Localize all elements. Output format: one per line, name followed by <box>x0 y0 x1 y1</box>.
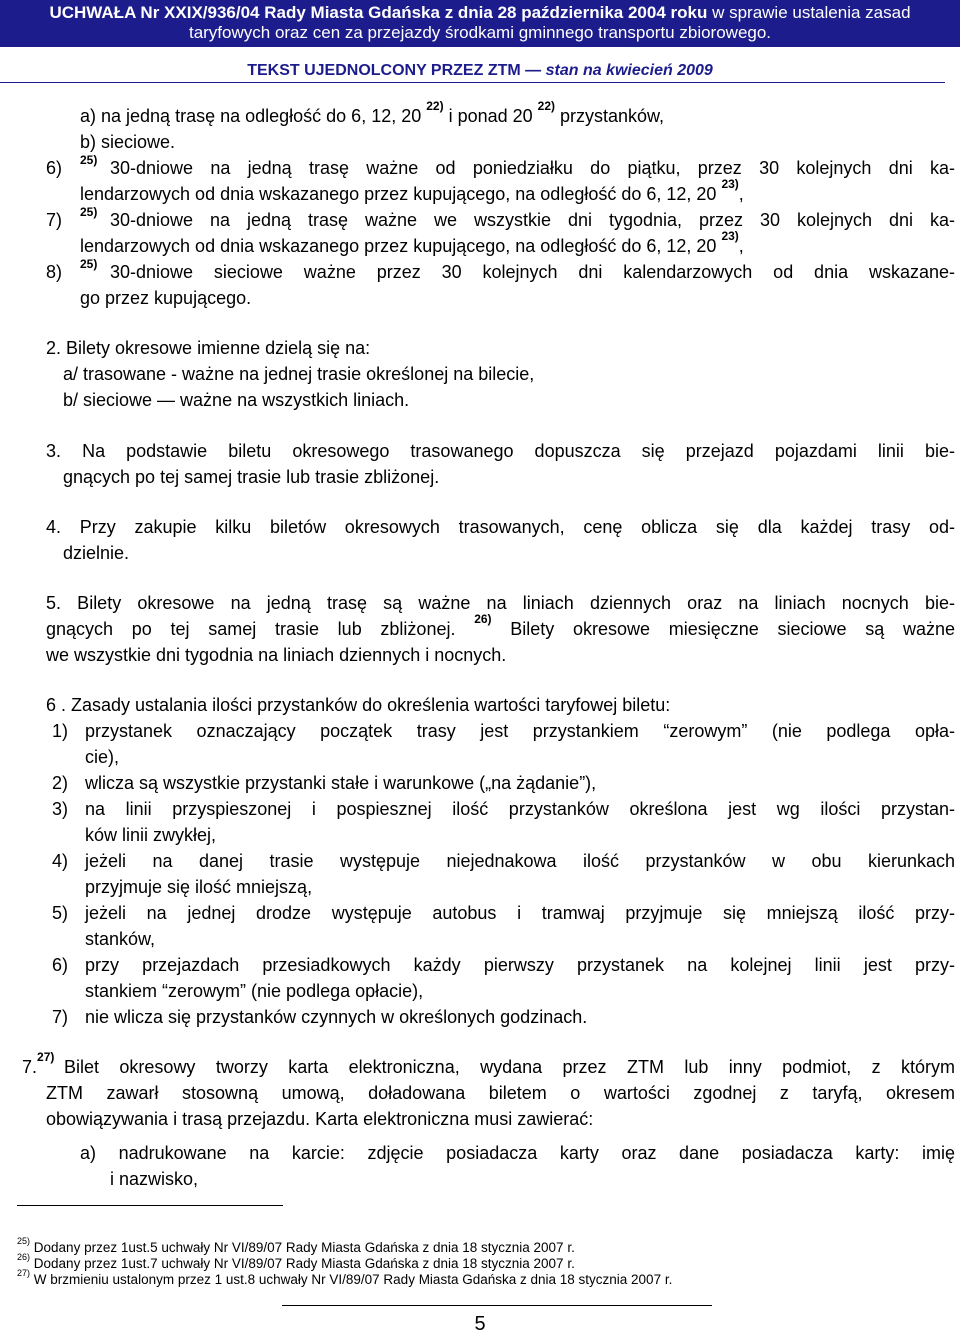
document-subheader: TEKST UJEDNOLCONY PRZEZ ZTM — stan na kwiecień 2009 <box>247 62 713 79</box>
section-6-item-5-line1: jeżeli na jednej drodze występuje autobus i tramwaj przyjmuje się mniejszą ilość przy- <box>85 903 955 923</box>
section-6-item-6-line2: stankiem “zerowym” (nie podlega opłacie), <box>85 981 424 1001</box>
section-5-line2: gnących po tej samej trasie lub zbliżonej. $^{26)}$ Bilety okresowe miesięczne sieciowe są ważne <box>46 612 955 639</box>
item-7-footnote-mark: 25) <box>80 205 98 219</box>
section-6-item-1-line1: przystanek oznaczający początek trasy jest przystankiem “zerowym” (nie podlega opła- <box>85 721 955 741</box>
item-6-line1: 30-dniowe na jedną trasę ważne od poniedziałku do piątku, przez 30 kolejnych dni ka- <box>110 158 955 178</box>
item-8-line2: go przez kupującego. <box>80 288 252 308</box>
footnote-27: $^{27)}$ W brzmieniu ustalonym przez 1 ust.8 uchwały Nr VI/89/07 Rady Miasta Gdańska z dnia 18 stycznia 2007 r. <box>17 1268 673 1287</box>
item-7-line2: lendarzowych od dnia wskazanego przez kupującego, na odległość do 6, 12, 20 $^{23)}$, <box>80 229 744 256</box>
section-7-number: 7.$^{27)}$ <box>22 1050 55 1077</box>
section-6-item-4-line2: przyjmuje się ilość mniejszą, <box>85 877 313 897</box>
section-2-item-a: a/ trasowane - ważne na jednej trasie określonej na bilecie, <box>63 364 535 384</box>
item-6-number: 6) <box>46 158 63 178</box>
item-7-number: 7) <box>46 210 63 230</box>
section-2-item-b: b/ sieciowe — ważne na wszystkich liniach. <box>63 390 410 410</box>
section-4-line2: dzielnie. <box>63 543 130 563</box>
section-6-heading: 6 . Zasady ustalania ilości przystanków do określenia wartości taryfowej biletu: <box>46 695 671 715</box>
item-6-footnote-mark: 25) <box>80 153 98 167</box>
section-6-item-7-number: 7) <box>52 1007 69 1027</box>
section-6-item-3-number: 3) <box>52 799 69 819</box>
section-5-line1: 5. Bilety okresowe na jedną trasę są ważne na liniach dziennych oraz na liniach nocnych bie- <box>46 593 955 613</box>
footnote-25: $^{25)}$ Dodany przez 1ust.5 uchwały Nr VI/89/07 Rady Miasta Gdańska z dnia 18 stycznia 2007 r. <box>17 1236 575 1255</box>
item-6-line2: lendarzowych od dnia wskazanego przez kupującego, na odległość do 6, 12, 20 $^{23)}$, <box>80 177 744 204</box>
section-6-item-1-line2: cie), <box>85 747 120 767</box>
item-8-number: 8) <box>46 262 63 282</box>
section-4-line1: 4. Przy zakupie kilku biletów okresowych trasowanych, cenę oblicza się dla każdej trasy od- <box>46 517 955 537</box>
footnote-26: $^{26)}$ Dodany przez 1ust.7 uchwały Nr VI/89/07 Rady Miasta Gdańska z dnia 18 stycznia 2007 r. <box>17 1252 575 1271</box>
section-6-item-1-number: 1) <box>52 721 69 741</box>
header-title-line1: UCHWAŁA Nr XXIX/936/04 Rady Miasta Gdańska z dnia 28 października 2004 roku w sprawie ustalenia zasad <box>49 3 911 22</box>
section-6-item-6-line1: przy przejazdach przesiadkowych każdy pierwszy przystanek na kolejnej linii jest przy- <box>85 955 955 975</box>
section-6-item-4-number: 4) <box>52 851 69 871</box>
page-number: 5 <box>474 1313 486 1335</box>
section-6-item-6-number: 6) <box>52 955 69 975</box>
section-6-item-3-line2: ków linii zwykłej, <box>85 825 217 845</box>
section-6-item-2-number: 2) <box>52 773 69 793</box>
footnote-rule <box>17 1205 283 1206</box>
item-8-line1: 30-dniowe sieciowe ważne przez 30 kolejnych dni kalendarzowych od dnia wskazane- <box>110 262 955 282</box>
section-6-item-2-line1: wlicza są wszystkie przystanki stałe i warunkowe („na żądanie”), <box>85 773 597 793</box>
section-7-line1: Bilet okresowy tworzy karta elektroniczna, wydana przez ZTM lub inny podmiot, z którym <box>64 1057 955 1077</box>
section-6-item-5-line2: stanków, <box>85 929 156 949</box>
section-3-line1: 3. Na podstawie biletu okresowego trasowanego dopuszcza się przejazd pojazdami linii bie- <box>46 441 955 461</box>
section-5-line3: we wszystkie dni tygodnia na liniach dziennych i nocnych. <box>46 645 507 665</box>
item-7-line1: 30-dniowe na jedną trasę ważne we wszystkie dni tygodnia, przez 30 kolejnych dni ka- <box>110 210 955 230</box>
section-2-heading: 2. Bilety okresowe imienne dzielą się na: <box>46 338 371 358</box>
page-bottom-rule <box>282 1305 712 1306</box>
item-8-footnote-mark: 25) <box>80 257 98 271</box>
header-rule <box>0 82 945 83</box>
section-6-item-3-line1: na linii przyspieszonej i pospiesznej ilość przystanków określona jest wg ilości przystan- <box>85 799 955 819</box>
list-item-b: b) sieciowe. <box>80 132 176 152</box>
section-7-line2: ZTM zawarł stosowną umową, doładowana biletem o wartości zgodnej z taryfą, okresem <box>46 1083 955 1103</box>
section-7-item-a-line1: a) nadrukowane na karcie: zdjęcie posiadacza karty oraz dane posiadacza karty: imię <box>80 1143 955 1163</box>
section-6-item-7-line1: nie wlicza się przystanków czynnych w określonych godzinach. <box>85 1007 588 1027</box>
section-6-item-4-line1: jeżeli na danej trasie występuje niejednakowa ilość przystanków w obu kierunkach <box>85 851 955 871</box>
section-7-item-a-line2: i nazwisko, <box>110 1169 199 1189</box>
section-7-line3: obowiązywania i trasą przejazdu. Karta elektroniczna musi zawierać: <box>46 1109 594 1129</box>
section-6-item-5-number: 5) <box>52 903 69 923</box>
header-title-line2: taryfowych oraz cen za przejazdy środkami gminnego transportu zbiorowego. <box>188 23 772 42</box>
document-header <box>0 0 960 47</box>
section-3-line2: gnących po tej samej trasie lub trasie zbliżonej. <box>63 467 440 487</box>
list-item-a: a) na jedną trasę na odległość do 6, 12, 20 $^{22)}$ i ponad 20 $^{22)}$ przystanków, <box>80 99 665 126</box>
